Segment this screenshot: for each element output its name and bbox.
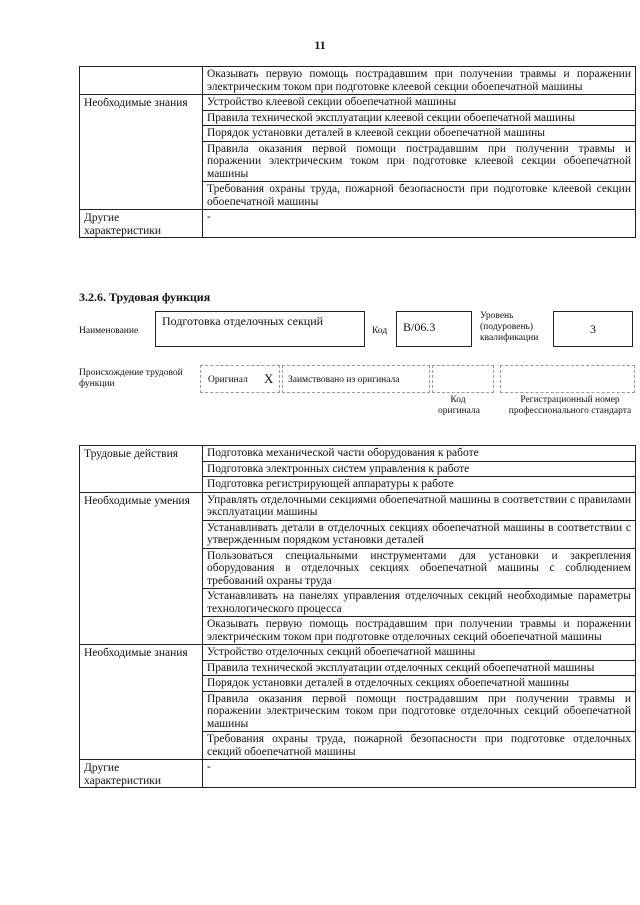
list-item: Правила технической эксплуатации отделочных секций обоепечатной машины [203, 661, 635, 677]
table-row [80, 67, 636, 95]
borrowed-label: Заимствовано из оригинала [288, 375, 400, 385]
code-label: Код [372, 326, 388, 336]
list-item: Порядок установки деталей в клеевой секции обоепечатной машины [203, 126, 635, 142]
table-labor-function [79, 445, 636, 788]
table-row [80, 645, 636, 760]
row-label: Необходимые знания [80, 645, 203, 760]
code-value-box: B/06.3 [396, 311, 472, 347]
list-item: - [207, 211, 211, 223]
row-label: Необходимые знания [80, 95, 203, 210]
reg-number-label: Регистрационный номер профессионального стандарта [508, 395, 632, 416]
list-item: Оказывать первую помощь пострадавшим при получении травмы и поражении электрическим током при подготовке клеевой секции обоепечатной машины [207, 68, 631, 93]
list-item: Устройство отделочных секций обоепечатной машины [203, 645, 635, 661]
row-content [203, 210, 636, 238]
list-item: Подготовка механической части оборудования к работе [203, 446, 635, 462]
reg-number-cell [500, 365, 635, 393]
list-item: Правила технической эксплуатации клеевой секции обоепечатной машины [203, 111, 635, 127]
row-content [203, 446, 636, 493]
row-content [203, 95, 636, 210]
table-row [80, 210, 636, 238]
list-item: Устанавливать детали в отделочных секциях обоепечатной машины в соответствии с утвержденным порядком установки деталей [203, 521, 635, 549]
list-item: Подготовка электронных систем управления к работе [203, 462, 635, 478]
list-item: Порядок установки деталей в отделочных секциях обоепечатной машины [203, 676, 635, 692]
list-item: Требования охраны труда, пожарной безопасности при подготовке отделочных секций обоепечатной машины [207, 733, 631, 758]
row-label: Трудовые действия [80, 446, 203, 493]
level-value-box: 3 [553, 311, 633, 347]
list-item: Правила оказания первой помощи пострадавшим при получении травмы и поражении электрическим током при подготовке клеевой секции обоепечатной машины [203, 142, 635, 183]
code-original-label: Код оригинала [438, 395, 480, 416]
list-item: Требования охраны труда, пожарной безопасности при подготовке клеевой секции обоепечатной машины [207, 183, 631, 208]
original-mark: X [264, 371, 274, 386]
list-item: Подготовка регистрирующей аппаратуры к работе [207, 478, 454, 490]
row-content [203, 760, 636, 788]
list-item: Устройство клеевой секции обоепечатной машины [203, 95, 635, 111]
origin-label: Происхождение трудовой функции [79, 368, 183, 389]
table-previous-function [79, 66, 636, 238]
table-row [80, 760, 636, 788]
list-item: Оказывать первую помощь пострадавшим при получении травмы и поражении электрическим током при подготовке отделочных секций обоепечатной машины [207, 618, 631, 643]
list-item: Правила оказания первой помощи пострадавшим при получении травмы и поражении электрическим током при подготовке отделочных секций обоепечатной машины [203, 692, 635, 733]
row-content [203, 67, 636, 95]
table-row [80, 492, 636, 645]
row-label: Другие характеристики [80, 760, 203, 788]
list-item: - [207, 761, 211, 773]
list-item: Управлять отделочными секциями обоепечатной машины в соответствии с правилами эксплуатации машины [203, 493, 635, 521]
list-item: Устанавливать на панелях управления отделочных секций необходимые параметры технологического процесса [203, 589, 635, 617]
original-label: Оригинал [208, 375, 248, 385]
row-label [80, 67, 203, 95]
name-value-box: Подготовка отделочных секций [155, 311, 365, 347]
row-content [203, 645, 636, 760]
table-row [80, 446, 636, 493]
section-title: 3.2.6. Трудовая функция [79, 290, 211, 304]
row-content [203, 492, 636, 645]
row-label: Необходимые умения [80, 492, 203, 645]
list-item: Пользоваться специальными инструментами для установки и закрепления оборудования в отделочных секциях обоепечатной машины с соблюдением требований охраны труда [203, 549, 635, 590]
name-label: Наименование [79, 326, 139, 336]
row-label: Другие характеристики [80, 210, 203, 238]
table-row [80, 95, 636, 210]
page-number: 11 [314, 38, 326, 52]
level-label: Уровень (подуровень) квалификации [480, 311, 539, 343]
code-original-cell [432, 365, 494, 393]
